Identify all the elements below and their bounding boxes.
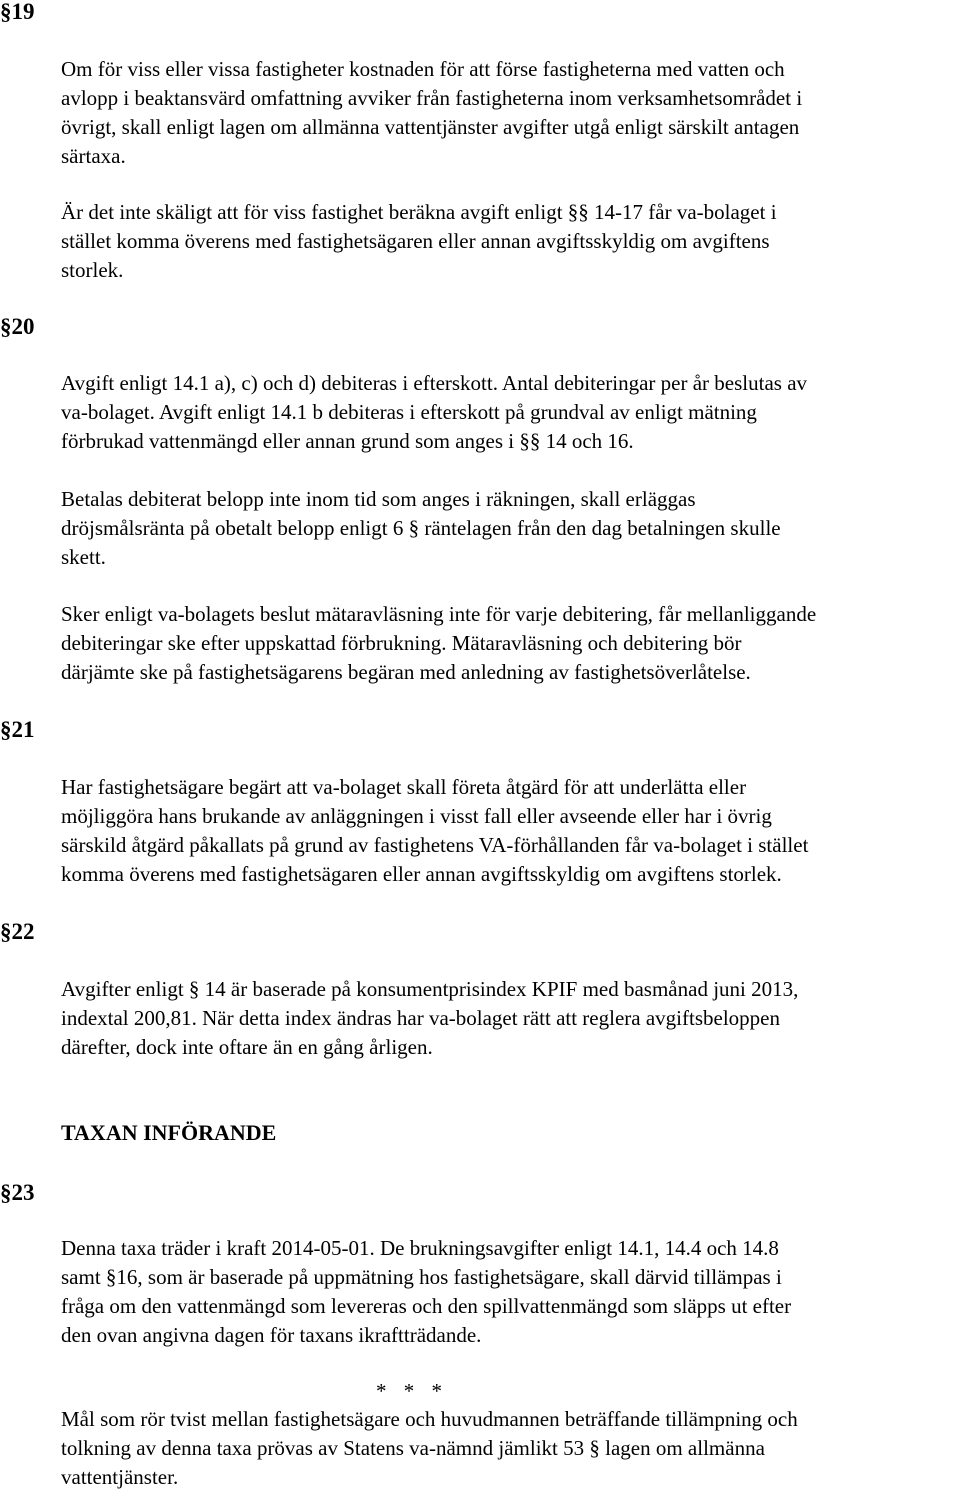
text-line: skett. (61, 545, 106, 569)
text-line: komma överens med fastighetsägaren eller annan avgiftsskyldig om avgiftens storlek. (61, 862, 782, 886)
text-line: avlopp i beaktansvärd omfattning avviker från fastigheterna inom verksamhetsområdet i (61, 86, 803, 110)
text-line: Om för viss eller vissa fastigheter kostnaden för att förse fastigheterna med vatten och (61, 57, 785, 81)
text-line: övrigt, skall enligt lagen om allmänna vattentjänster avgifter utgå enligt särskilt antagen (61, 115, 800, 139)
section-number-21: §21 (0, 717, 35, 742)
text-line: särskild åtgärd påkallats på grund av fastighetens VA-förhållanden får va-bolaget i stället (61, 833, 809, 857)
text-line: förbrukad vattenmängd eller annan grund som anges i §§ 14 och 16. (61, 429, 634, 453)
paragraph-21 (61, 773, 959, 889)
paragraph-23 (61, 1234, 959, 1350)
text-line: möjliggöra hans brukande av anläggningen i visst fall eller avseende eller har i övrig (61, 804, 772, 828)
text-line: Avgift enligt 14.1 a), c) och d) debiteras i efterskott. Antal debiteringar per år beslutas av (61, 371, 808, 395)
separator-stars: * * * (376, 1379, 448, 1403)
paragraph-20-1 (61, 369, 959, 456)
paragraph-20-3 (61, 600, 959, 687)
text-line: särtaxa. (61, 144, 126, 168)
text-line: va-bolaget. Avgift enligt 14.1 b debiteras i efterskott på grundval av enligt mätning (61, 400, 757, 424)
section-number-20: §20 (0, 314, 35, 339)
text-line: fråga om den vattenmängd som levereras och den spillvattenmängd som släpps ut efter (61, 1294, 792, 1318)
section-number-23: §23 (0, 1180, 35, 1205)
text-line: samt §16, som är baserade på uppmätning hos fastighetsägare, skall därvid tillämpas i (61, 1265, 782, 1289)
text-line: tolkning av denna taxa prövas av Statens va-nämnd jämlikt 53 § lagen om allmänna (61, 1436, 765, 1460)
paragraph-final (61, 1405, 959, 1492)
text-line: Har fastighetsägare begärt att va-bolaget skall företa åtgärd för att underlätta eller (61, 775, 747, 799)
text-line: därefter, dock inte oftare än en gång årligen. (61, 1035, 433, 1059)
text-line: indextal 200,81. När detta index ändras har va-bolaget rätt att reglera avgiftsbeloppen (61, 1006, 780, 1030)
text-line: därjämte ske på fastighetsägarens begäran med anledning av fastighetsöverlåtelse. (61, 660, 751, 684)
section-heading: TAXAN INFÖRANDE (61, 1120, 277, 1145)
text-line: Denna taxa träder i kraft 2014-05-01. De brukningsavgifter enligt 14.1, 14.4 och 14.8 (61, 1236, 779, 1260)
text-line: Är det inte skäligt att för viss fastighet beräkna avgift enligt §§ 14-17 får va-bolaget i (61, 200, 777, 224)
paragraph-19-1 (61, 55, 959, 171)
section-number-22: §22 (0, 919, 35, 944)
text-line: storlek. (61, 258, 124, 282)
section-number-19: §19 (0, 0, 35, 24)
text-line: stället komma överens med fastighetsägaren eller annan avgiftsskyldig om avgiftens (61, 229, 770, 253)
paragraph-19-2 (61, 198, 959, 285)
text-line: vattentjänster. (61, 1465, 179, 1489)
text-line: den ovan angivna dagen för taxans ikraftträdande. (61, 1323, 482, 1347)
paragraph-22 (61, 975, 959, 1062)
text-line: Mål som rör tvist mellan fastighetsägare och huvudmannen beträffande tillämpning och (61, 1407, 798, 1431)
text-line: debiteringar ske efter uppskattad förbrukning. Mätaravläsning och debitering bör (61, 631, 742, 655)
text-line: Avgifter enligt § 14 är baserade på konsumentprisindex KPIF med basmånad juni 2013, (61, 977, 799, 1001)
text-line: dröjsmålsränta på obetalt belopp enligt 6 § räntelagen från den dag betalningen skulle (61, 516, 781, 540)
text-line: Sker enligt va-bolagets beslut mätaravläsning inte för varje debitering, får mellanliggande (61, 602, 817, 626)
paragraph-20-2 (61, 485, 959, 572)
text-line: Betalas debiterat belopp inte inom tid som anges i räkningen, skall erläggas (61, 487, 696, 511)
